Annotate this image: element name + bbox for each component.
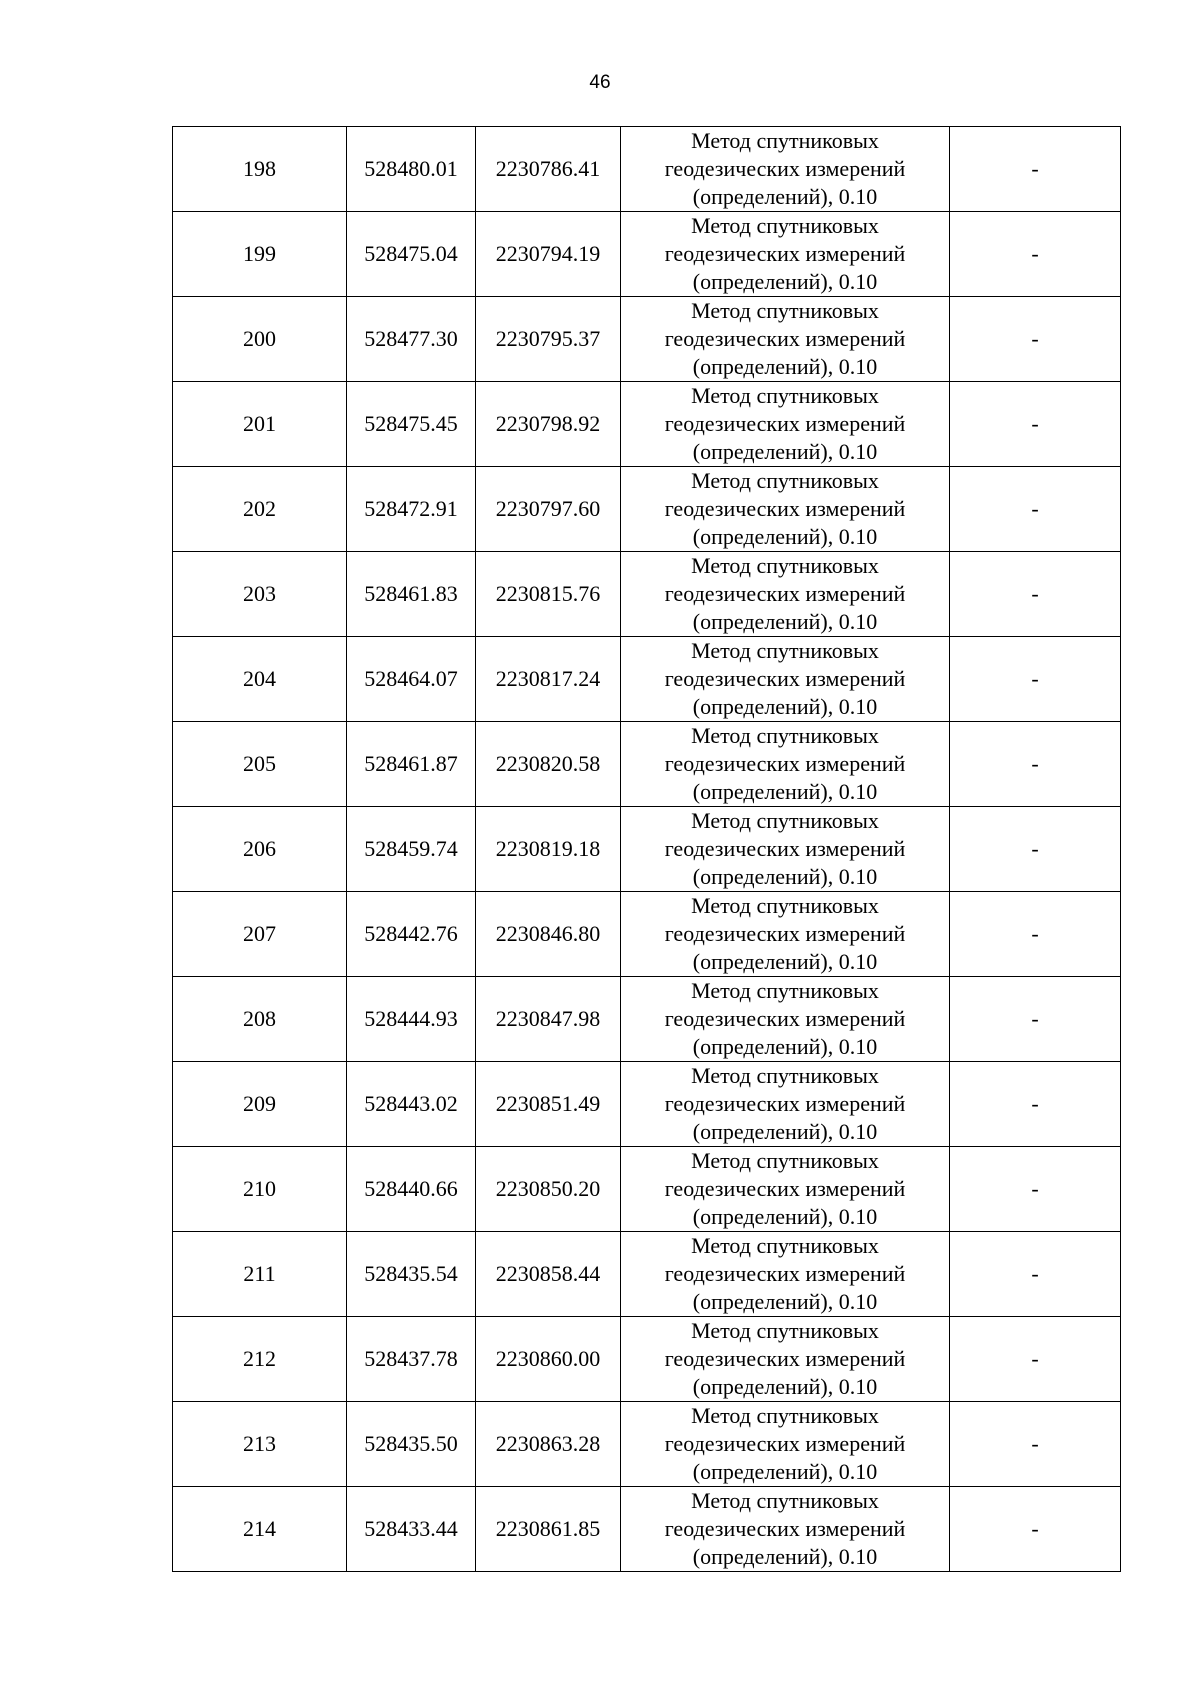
- method-line: (определений), 0.10: [692, 439, 878, 464]
- table-row: [173, 977, 1121, 1062]
- table-row: [173, 382, 1121, 467]
- method-line: (определений), 0.10: [692, 1204, 878, 1229]
- method-cell: [621, 807, 950, 892]
- point-number-cell: 200: [173, 297, 347, 382]
- method-line: геодезических измерений: [664, 666, 906, 691]
- coordinate-x-cell: 528440.66: [347, 1147, 476, 1232]
- method-cell: [621, 467, 950, 552]
- method-cell: [621, 892, 950, 977]
- page-number: 46: [589, 72, 611, 93]
- method-cell: [621, 127, 950, 212]
- method-line: геодезических измерений: [664, 921, 906, 946]
- note-cell: -: [950, 637, 1121, 722]
- method-line: Метод спутниковых: [691, 553, 879, 578]
- table-row: [173, 297, 1121, 382]
- point-number-cell: 213: [173, 1402, 347, 1487]
- table-row: [173, 1487, 1121, 1572]
- method-line: Метод спутниковых: [691, 808, 879, 833]
- note-cell: -: [950, 127, 1121, 212]
- method-line: (определений), 0.10: [692, 524, 878, 549]
- method-line: (определений), 0.10: [692, 1374, 878, 1399]
- method-line: Метод спутниковых: [691, 1403, 879, 1428]
- method-cell: [621, 1062, 950, 1147]
- method-line: (определений), 0.10: [692, 184, 878, 209]
- coordinate-x-cell: 528475.45: [347, 382, 476, 467]
- coordinate-y-cell: 2230817.24: [476, 637, 621, 722]
- coordinate-y-cell: 2230851.49: [476, 1062, 621, 1147]
- coordinate-x-cell: 528475.04: [347, 212, 476, 297]
- method-line: Метод спутниковых: [691, 1063, 879, 1088]
- note-cell: -: [950, 467, 1121, 552]
- method-line: Метод спутниковых: [691, 1233, 879, 1258]
- point-number-cell: 204: [173, 637, 347, 722]
- note-cell: -: [950, 1317, 1121, 1402]
- method-cell: [621, 977, 950, 1062]
- method-cell: [621, 1487, 950, 1572]
- method-line: Метод спутниковых: [691, 638, 879, 663]
- method-line: Метод спутниковых: [691, 298, 879, 323]
- method-line: (определений), 0.10: [692, 694, 878, 719]
- method-line: геодезических измерений: [664, 1516, 906, 1541]
- point-number-cell: 214: [173, 1487, 347, 1572]
- coordinate-y-cell: 2230819.18: [476, 807, 621, 892]
- method-cell: [621, 212, 950, 297]
- method-cell: [621, 382, 950, 467]
- table-row: [173, 1062, 1121, 1147]
- table-row: [173, 1317, 1121, 1402]
- note-cell: -: [950, 297, 1121, 382]
- coordinate-x-cell: 528433.44: [347, 1487, 476, 1572]
- method-line: (определений), 0.10: [692, 779, 878, 804]
- method-line: (определений), 0.10: [692, 1459, 878, 1484]
- method-line: (определений), 0.10: [692, 1119, 878, 1144]
- method-line: геодезических измерений: [664, 496, 906, 521]
- note-cell: -: [950, 1402, 1121, 1487]
- coordinate-y-cell: 2230861.85: [476, 1487, 621, 1572]
- method-line: (определений), 0.10: [692, 1544, 878, 1569]
- coordinate-y-cell: 2230820.58: [476, 722, 621, 807]
- coordinates-table: [172, 126, 1121, 1572]
- table-row: [173, 1232, 1121, 1317]
- table-row: [173, 1147, 1121, 1232]
- point-number-cell: 208: [173, 977, 347, 1062]
- method-cell: [621, 1402, 950, 1487]
- coordinate-x-cell: 528461.83: [347, 552, 476, 637]
- method-line: (определений), 0.10: [692, 609, 878, 634]
- method-line: геодезических измерений: [664, 1346, 906, 1371]
- coordinate-x-cell: 528477.30: [347, 297, 476, 382]
- table-row: [173, 892, 1121, 977]
- coordinate-x-cell: 528444.93: [347, 977, 476, 1062]
- point-number-cell: 212: [173, 1317, 347, 1402]
- note-cell: -: [950, 1147, 1121, 1232]
- method-line: (определений), 0.10: [692, 269, 878, 294]
- point-number-cell: 198: [173, 127, 347, 212]
- point-number-cell: 202: [173, 467, 347, 552]
- method-line: Метод спутниковых: [691, 468, 879, 493]
- method-line: Метод спутниковых: [691, 128, 879, 153]
- coordinate-y-cell: 2230815.76: [476, 552, 621, 637]
- point-number-cell: 206: [173, 807, 347, 892]
- point-number-cell: 203: [173, 552, 347, 637]
- note-cell: -: [950, 977, 1121, 1062]
- point-number-cell: 211: [173, 1232, 347, 1317]
- coordinate-x-cell: 528442.76: [347, 892, 476, 977]
- coordinate-x-cell: 528480.01: [347, 127, 476, 212]
- table-row: [173, 637, 1121, 722]
- note-cell: -: [950, 807, 1121, 892]
- coordinate-x-cell: 528443.02: [347, 1062, 476, 1147]
- method-line: геодезических измерений: [664, 326, 906, 351]
- coordinate-x-cell: 528464.07: [347, 637, 476, 722]
- table-row: [173, 552, 1121, 637]
- method-line: геодезических измерений: [664, 411, 906, 436]
- coordinate-y-cell: 2230795.37: [476, 297, 621, 382]
- coordinate-y-cell: 2230858.44: [476, 1232, 621, 1317]
- method-line: геодезических измерений: [664, 836, 906, 861]
- point-number-cell: 209: [173, 1062, 347, 1147]
- coordinate-x-cell: 528435.50: [347, 1402, 476, 1487]
- coordinate-y-cell: 2230863.28: [476, 1402, 621, 1487]
- method-line: геодезических измерений: [664, 156, 906, 181]
- method-line: геодезических измерений: [664, 1176, 906, 1201]
- table-row: [173, 467, 1121, 552]
- method-line: Метод спутниковых: [691, 1488, 879, 1513]
- table-row: [173, 127, 1121, 212]
- note-cell: -: [950, 1487, 1121, 1572]
- table-row: [173, 1402, 1121, 1487]
- coordinate-x-cell: 528435.54: [347, 1232, 476, 1317]
- coordinate-y-cell: 2230786.41: [476, 127, 621, 212]
- table-row: [173, 807, 1121, 892]
- point-number-cell: 210: [173, 1147, 347, 1232]
- method-cell: [621, 1232, 950, 1317]
- method-line: Метод спутниковых: [691, 383, 879, 408]
- method-line: геодезических измерений: [664, 241, 906, 266]
- coordinate-y-cell: 2230846.80: [476, 892, 621, 977]
- method-line: Метод спутниковых: [691, 723, 879, 748]
- coordinate-x-cell: 528437.78: [347, 1317, 476, 1402]
- note-cell: -: [950, 1062, 1121, 1147]
- note-cell: -: [950, 722, 1121, 807]
- method-cell: [621, 1317, 950, 1402]
- note-cell: -: [950, 1232, 1121, 1317]
- point-number-cell: 207: [173, 892, 347, 977]
- note-cell: -: [950, 892, 1121, 977]
- method-cell: [621, 722, 950, 807]
- method-line: Метод спутниковых: [691, 1148, 879, 1173]
- method-line: Метод спутниковых: [691, 893, 879, 918]
- method-line: (определений), 0.10: [692, 864, 878, 889]
- method-line: Метод спутниковых: [691, 1318, 879, 1343]
- coordinate-y-cell: 2230794.19: [476, 212, 621, 297]
- method-cell: [621, 297, 950, 382]
- point-number-cell: 199: [173, 212, 347, 297]
- coordinate-x-cell: 528472.91: [347, 467, 476, 552]
- note-cell: -: [950, 552, 1121, 637]
- method-line: (определений), 0.10: [692, 1034, 878, 1059]
- coordinate-y-cell: 2230798.92: [476, 382, 621, 467]
- method-line: геодезических измерений: [664, 1431, 906, 1456]
- coordinate-y-cell: 2230860.00: [476, 1317, 621, 1402]
- coordinate-y-cell: 2230797.60: [476, 467, 621, 552]
- method-line: геодезических измерений: [664, 581, 906, 606]
- coordinate-x-cell: 528461.87: [347, 722, 476, 807]
- note-cell: -: [950, 212, 1121, 297]
- method-line: геодезических измерений: [664, 1261, 906, 1286]
- method-line: Метод спутниковых: [691, 213, 879, 238]
- coordinates-table-body: [173, 127, 1121, 1572]
- method-line: (определений), 0.10: [692, 354, 878, 379]
- method-line: геодезических измерений: [664, 751, 906, 776]
- method-cell: [621, 552, 950, 637]
- coordinate-y-cell: 2230847.98: [476, 977, 621, 1062]
- table-row: [173, 212, 1121, 297]
- method-line: (определений), 0.10: [692, 949, 878, 974]
- method-line: (определений), 0.10: [692, 1289, 878, 1314]
- point-number-cell: 201: [173, 382, 347, 467]
- note-cell: -: [950, 382, 1121, 467]
- point-number-cell: 205: [173, 722, 347, 807]
- coordinate-x-cell: 528459.74: [347, 807, 476, 892]
- method-line: геодезических измерений: [664, 1006, 906, 1031]
- method-line: геодезических измерений: [664, 1091, 906, 1116]
- table-row: [173, 722, 1121, 807]
- method-line: Метод спутниковых: [691, 978, 879, 1003]
- method-cell: [621, 1147, 950, 1232]
- coordinate-y-cell: 2230850.20: [476, 1147, 621, 1232]
- method-cell: [621, 637, 950, 722]
